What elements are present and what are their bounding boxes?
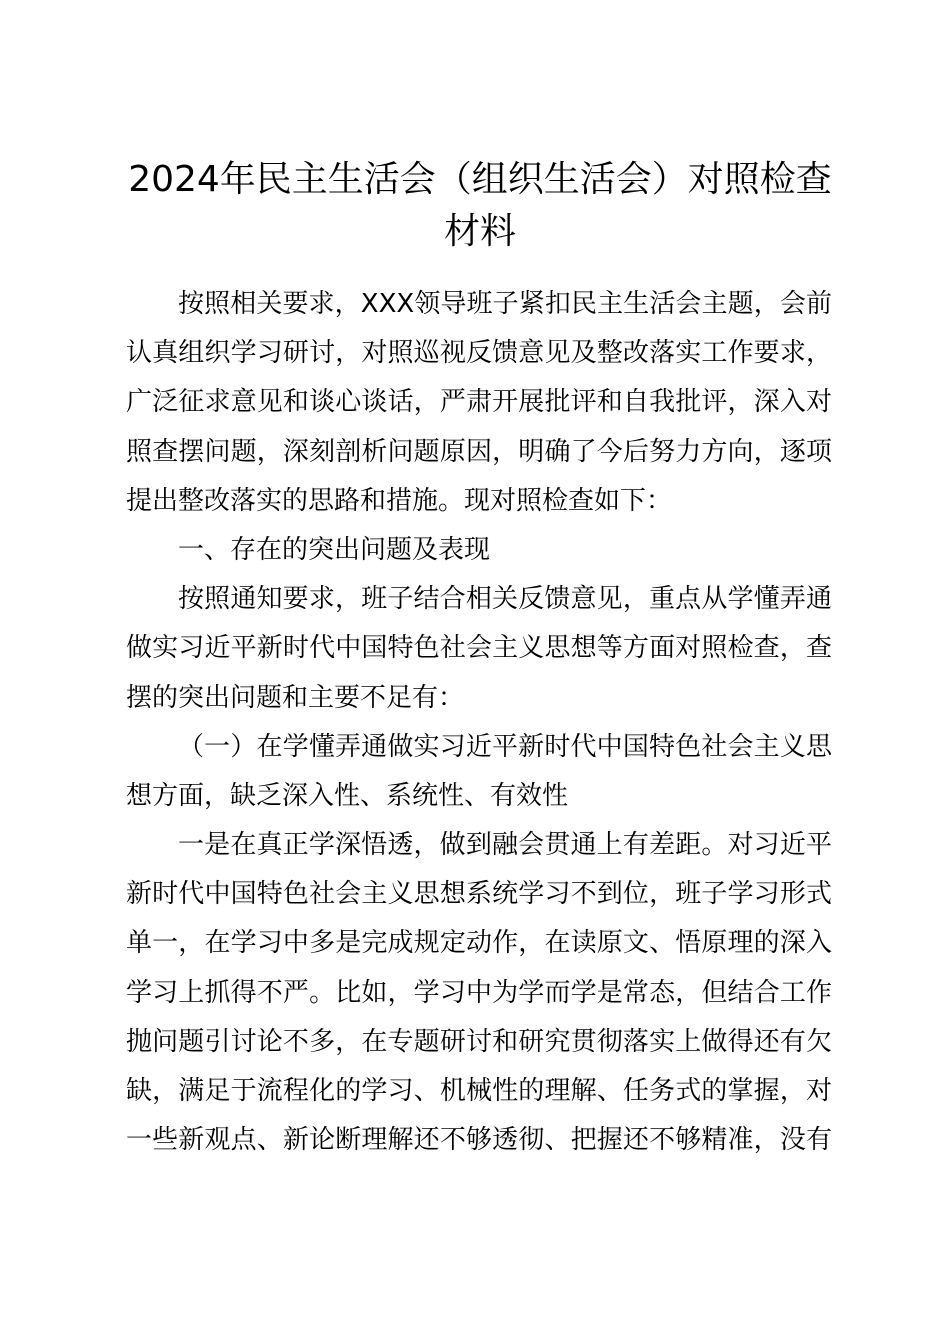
text-line: 抛问题引讨论不多，在专题研讨和研究贯彻落实上做得还有欠: [126, 1026, 832, 1057]
text-line: 认真组织学习研讨，对照巡视反馈意见及整改落实工作要求，: [126, 338, 832, 369]
text-line: （一）在学懂弄通做实习近平新时代中国特色社会主义思: [178, 731, 832, 762]
text-line: 按照相关要求，XXX领导班子紧扣民主生活会主题，会前: [178, 289, 832, 319]
text-line: 新时代中国特色社会主义思想系统学习不到位，班子学习形式: [126, 879, 832, 910]
text-line: 按照通知要求，班子结合相关反馈意见，重点从学懂弄通: [178, 584, 832, 615]
text-line: 广泛征求意见和谈心谈话，严肃开展批评和自我批评，深入对: [126, 387, 832, 418]
text-line: 想方面，缺乏深入性、系统性、有效性: [126, 780, 569, 811]
text-line: 一、存在的突出问题及表现: [178, 534, 491, 565]
document-body: [126, 280, 832, 1165]
document-title: [110, 154, 850, 258]
text-line: 一些新观点、新论断理解还不够透彻、把握还不够精准，没有: [126, 1125, 832, 1156]
text-line: 做实习近平新时代中国特色社会主义思想等方面对照检查，查: [126, 633, 832, 664]
text-line: 学习上抓得不严。比如，学习中为学而学是常态，但结合工作: [126, 977, 832, 1008]
text-line: 单一，在学习中多是完成规定动作，在读原文、悟原理的深入: [126, 928, 832, 959]
text-line: 提出整改落实的思路和措施。现对照检查如下：: [126, 485, 673, 516]
text-line: 摆的突出问题和主要不足有：: [126, 682, 465, 713]
text-line: 一是在真正学深悟透，做到融会贯通上有差距。对习近平: [178, 830, 832, 861]
text-line: 缺，满足于流程化的学习、机械性的理解、任务式的掌握，对: [126, 1076, 832, 1106]
document-title-line-2: 材料: [443, 211, 516, 252]
text-line: 照查摆问题，深刻剖析问题原因，明确了今后努力方向，逐项: [126, 436, 832, 467]
document-title-line-1: 2024年民主生活会（组织生活会）对照检查: [128, 159, 832, 200]
